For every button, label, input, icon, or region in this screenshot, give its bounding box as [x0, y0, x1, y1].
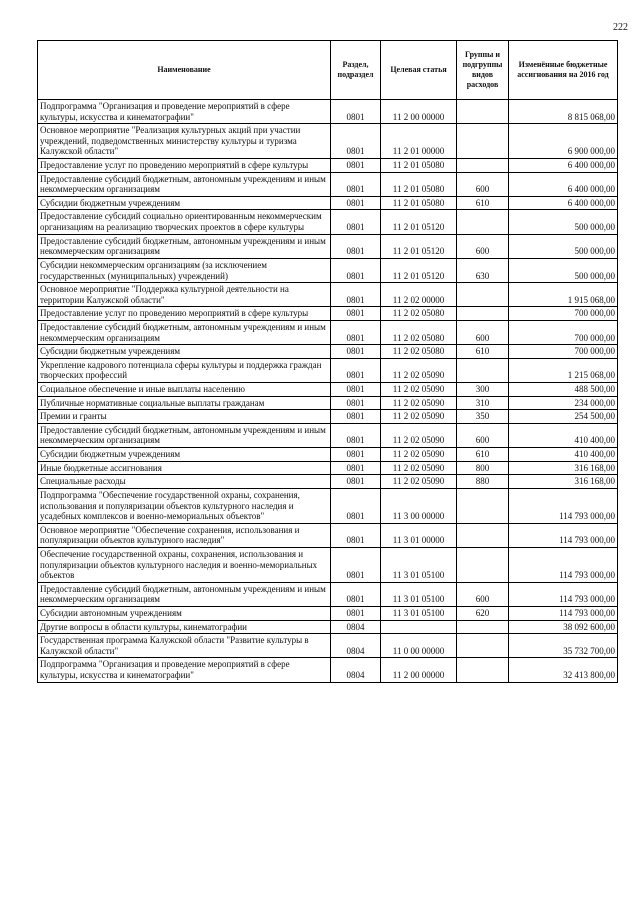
row-section: 0801 [331, 423, 381, 447]
row-section: 0801 [331, 210, 381, 234]
row-amount: 500 000,00 [509, 234, 618, 258]
row-target-code: 11 2 02 05090 [381, 448, 457, 462]
row-target-code: 11 2 02 05080 [381, 307, 457, 321]
row-name: Другие вопросы в области культуры, кинематографии [38, 620, 331, 634]
row-name: Предоставление субсидий бюджетным, автономным учреждениям и иным некоммерческим организациям [38, 234, 331, 258]
row-group: 610 [457, 345, 509, 359]
table-row [38, 488, 618, 523]
row-amount: 6 400 000,00 [509, 172, 618, 196]
table-row [38, 523, 618, 547]
row-target-code: 11 2 02 05080 [381, 345, 457, 359]
row-amount: 500 000,00 [509, 210, 618, 234]
row-target-code: 11 2 00 00000 [381, 100, 457, 124]
table-row [38, 358, 618, 382]
row-name: Обеспечение государственной охраны, сохранения, использования и популяризации объектов культурного наследия и военно-мемориальных объектов [38, 547, 331, 582]
table-row [38, 658, 618, 682]
row-group [457, 159, 509, 173]
row-section: 0801 [331, 172, 381, 196]
row-name: Премии и гранты [38, 410, 331, 424]
row-target-code: 11 2 02 05080 [381, 320, 457, 344]
row-group [457, 358, 509, 382]
row-name: Предоставление услуг по проведению мероприятий в сфере культуры [38, 159, 331, 173]
row-section: 0801 [331, 448, 381, 462]
row-group: 310 [457, 396, 509, 410]
row-section: 0801 [331, 320, 381, 344]
row-group: 600 [457, 320, 509, 344]
table-row [38, 423, 618, 447]
row-target-code: 11 2 01 05080 [381, 196, 457, 210]
row-target-code: 11 3 01 05100 [381, 582, 457, 606]
row-amount: 700 000,00 [509, 345, 618, 359]
row-section: 0801 [331, 283, 381, 307]
table-row [38, 396, 618, 410]
row-target-code: 11 2 02 00000 [381, 283, 457, 307]
row-section: 0801 [331, 523, 381, 547]
table-row [38, 210, 618, 234]
row-target-code: 11 2 01 05120 [381, 258, 457, 282]
table-row [38, 234, 618, 258]
row-amount: 1 915 068,00 [509, 283, 618, 307]
row-amount: 114 793 000,00 [509, 606, 618, 620]
row-name: Предоставление субсидий социально ориентированным некоммерческим организациям на реализацию творческих проектов в сфере культуры [38, 210, 331, 234]
row-target-code: 11 3 00 00000 [381, 488, 457, 523]
row-group: 600 [457, 582, 509, 606]
row-target-code: 11 2 02 05090 [381, 410, 457, 424]
row-amount: 6 900 000,00 [509, 124, 618, 159]
row-section: 0801 [331, 383, 381, 397]
row-group [457, 307, 509, 321]
row-section: 0801 [331, 606, 381, 620]
row-name: Предоставление субсидий бюджетным, автономным учреждениям и иным некоммерческим организациям [38, 582, 331, 606]
row-amount: 410 400,00 [509, 423, 618, 447]
row-amount: 38 092 600,00 [509, 620, 618, 634]
row-group [457, 210, 509, 234]
table-row [38, 124, 618, 159]
row-name: Субсидии бюджетным учреждениям [38, 448, 331, 462]
row-name: Подпрограмма "Обеспечение государственной охраны, сохранения, использования и популяризации объектов культурного наследия и усадебных комплексов и военно-мемориальных объектов" [38, 488, 331, 523]
row-target-code: 11 2 02 05090 [381, 461, 457, 475]
row-section: 0801 [331, 258, 381, 282]
header-name: Наименование [38, 41, 331, 100]
row-amount: 114 793 000,00 [509, 547, 618, 582]
row-section: 0801 [331, 410, 381, 424]
row-name: Основное мероприятие "Реализация культурных акций при участии учреждений, подведомственных министерству культуры и туризма Калужской области" [38, 124, 331, 159]
row-amount: 316 168,00 [509, 475, 618, 489]
row-name: Предоставление субсидий бюджетным, автономным учреждениям и иным некоммерческим организациям [38, 172, 331, 196]
row-group [457, 488, 509, 523]
header-target: Целевая статья [381, 41, 457, 100]
row-name: Публичные нормативные социальные выплаты гражданам [38, 396, 331, 410]
row-amount: 488 500,00 [509, 383, 618, 397]
header-row [38, 41, 618, 100]
row-group: 600 [457, 172, 509, 196]
row-target-code: 11 2 01 05080 [381, 172, 457, 196]
row-name: Субсидии некоммерческим организациям (за исключением государственных (муниципальных) учреждений) [38, 258, 331, 282]
header-amount: Изменённые бюджетные ассигнования на 2016 год [509, 41, 618, 100]
row-amount: 35 732 700,00 [509, 634, 618, 658]
row-name: Субсидии автономным учреждениям [38, 606, 331, 620]
table-row [38, 620, 618, 634]
row-target-code: 11 2 02 05090 [381, 383, 457, 397]
row-section: 0804 [331, 634, 381, 658]
row-section: 0801 [331, 234, 381, 258]
row-amount: 6 400 000,00 [509, 196, 618, 210]
row-target-code: 11 3 01 00000 [381, 523, 457, 547]
row-group [457, 658, 509, 682]
row-amount: 6 400 000,00 [509, 159, 618, 173]
row-group: 800 [457, 461, 509, 475]
table-row [38, 283, 618, 307]
table-row [38, 448, 618, 462]
row-section: 0801 [331, 488, 381, 523]
row-amount: 500 000,00 [509, 258, 618, 282]
row-name: Предоставление субсидий бюджетным, автономным учреждениям и иным некоммерческим организациям [38, 320, 331, 344]
row-target-code [381, 620, 457, 634]
row-name: Иные бюджетные ассигнования [38, 461, 331, 475]
table-row [38, 475, 618, 489]
row-section: 0801 [331, 461, 381, 475]
row-amount: 700 000,00 [509, 307, 618, 321]
row-name: Субсидии бюджетным учреждениям [38, 345, 331, 359]
table-row [38, 547, 618, 582]
row-target-code: 11 2 00 00000 [381, 658, 457, 682]
row-amount: 114 793 000,00 [509, 582, 618, 606]
row-name: Основное мероприятие "Обеспечение сохранения, использования и популяризации объектов культурного наследия" [38, 523, 331, 547]
table-row [38, 172, 618, 196]
row-amount: 700 000,00 [509, 320, 618, 344]
row-section: 0801 [331, 196, 381, 210]
row-section: 0804 [331, 658, 381, 682]
row-target-code: 11 2 02 05090 [381, 423, 457, 447]
row-name: Предоставление услуг по проведению мероприятий в сфере культуры [38, 307, 331, 321]
row-target-code: 11 3 01 05100 [381, 606, 457, 620]
row-amount: 254 500,00 [509, 410, 618, 424]
row-name: Основное мероприятие "Поддержка культурной деятельности на территории Калужской области" [38, 283, 331, 307]
table-row [38, 606, 618, 620]
row-group [457, 620, 509, 634]
row-name: Подпрограмма "Организация и проведение мероприятий в сфере культуры, искусства и кинематографии" [38, 658, 331, 682]
row-group [457, 547, 509, 582]
row-group [457, 124, 509, 159]
row-name: Укрепление кадрового потенциала сферы культуры и поддержка граждан творческих профессий [38, 358, 331, 382]
row-section: 0801 [331, 307, 381, 321]
row-name: Подпрограмма "Организация и проведение мероприятий в сфере культуры, искусства и кинематографии" [38, 100, 331, 124]
table-row [38, 196, 618, 210]
row-target-code: 11 2 01 05120 [381, 210, 457, 234]
row-section: 0801 [331, 547, 381, 582]
row-name: Субсидии бюджетным учреждениям [38, 196, 331, 210]
row-group: 620 [457, 606, 509, 620]
row-group: 880 [457, 475, 509, 489]
row-amount: 32 413 800,00 [509, 658, 618, 682]
row-section: 0801 [331, 159, 381, 173]
header-section: Раздел, подраздел [331, 41, 381, 100]
table-row [38, 345, 618, 359]
table-row [38, 582, 618, 606]
row-amount: 316 168,00 [509, 461, 618, 475]
table-row [38, 258, 618, 282]
row-target-code: 11 2 01 05080 [381, 159, 457, 173]
row-group [457, 634, 509, 658]
row-name: Социальное обеспечение и иные выплаты населению [38, 383, 331, 397]
table-row [38, 159, 618, 173]
row-amount: 114 793 000,00 [509, 488, 618, 523]
row-name: Предоставление субсидий бюджетным, автономным учреждениям и иным некоммерческим организациям [38, 423, 331, 447]
row-amount: 1 215 068,00 [509, 358, 618, 382]
row-group [457, 100, 509, 124]
row-amount: 234 000,00 [509, 396, 618, 410]
table-row [38, 100, 618, 124]
row-section: 0801 [331, 475, 381, 489]
row-section: 0801 [331, 345, 381, 359]
row-group: 630 [457, 258, 509, 282]
row-amount: 8 815 068,00 [509, 100, 618, 124]
row-group [457, 283, 509, 307]
table-row [38, 634, 618, 658]
budget-table [37, 40, 618, 683]
row-group: 300 [457, 383, 509, 397]
row-section: 0801 [331, 358, 381, 382]
row-group [457, 523, 509, 547]
table-row [38, 461, 618, 475]
row-section: 0801 [331, 396, 381, 410]
row-target-code: 11 2 01 00000 [381, 124, 457, 159]
row-group: 350 [457, 410, 509, 424]
row-target-code: 11 2 02 05090 [381, 475, 457, 489]
row-target-code: 11 3 01 05100 [381, 547, 457, 582]
row-group: 610 [457, 196, 509, 210]
row-target-code: 11 2 02 05090 [381, 396, 457, 410]
row-section: 0801 [331, 100, 381, 124]
row-group: 600 [457, 234, 509, 258]
table-row [38, 307, 618, 321]
row-group: 600 [457, 423, 509, 447]
row-target-code: 11 2 01 05120 [381, 234, 457, 258]
header-group: Группы и подгруппы видов расходов [457, 41, 509, 100]
row-section: 0801 [331, 124, 381, 159]
table-row [38, 410, 618, 424]
row-section: 0801 [331, 582, 381, 606]
row-amount: 410 400,00 [509, 448, 618, 462]
row-target-code: 11 0 00 00000 [381, 634, 457, 658]
row-target-code: 11 2 02 05090 [381, 358, 457, 382]
row-name: Государственная программа Калужской области "Развитие культуры в Калужской области" [38, 634, 331, 658]
table-row [38, 383, 618, 397]
page-number: 222 [613, 22, 628, 33]
row-section: 0804 [331, 620, 381, 634]
row-amount: 114 793 000,00 [509, 523, 618, 547]
row-group: 610 [457, 448, 509, 462]
table-row [38, 320, 618, 344]
row-name: Специальные расходы [38, 475, 331, 489]
